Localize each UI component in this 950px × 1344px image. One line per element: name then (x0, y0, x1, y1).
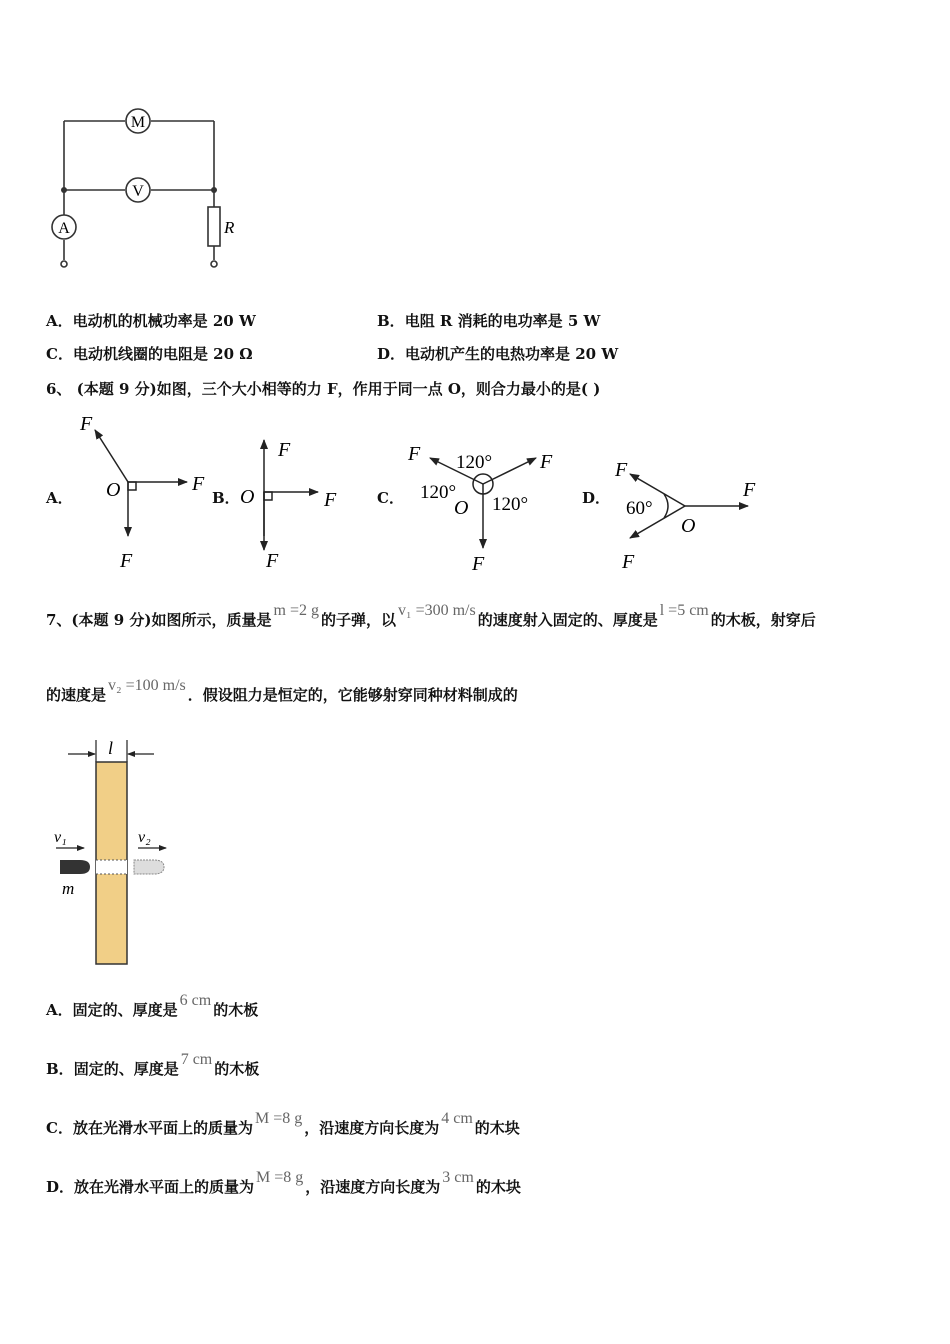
angle-label: 120° (492, 494, 529, 515)
q6-option-a[interactable]: A． (46, 489, 73, 507)
q5-option-c[interactable]: C．电动机线圈的电阻是 20 Ω (46, 345, 253, 363)
origin-label: O (454, 497, 469, 519)
force-label: F (278, 439, 291, 461)
q5-option-b[interactable]: B．电阻 R 消耗的电功率是 5 W (377, 312, 601, 330)
bullet-icon (60, 860, 90, 874)
origin-label: O (106, 479, 121, 501)
motor-label: M (130, 114, 146, 131)
thickness-expression: l =5 cm (659, 602, 709, 619)
q5-option-d[interactable]: D．电动机产生的电热功率是 20 W (377, 345, 619, 363)
force-label: F (408, 443, 421, 465)
force-label: F (192, 473, 205, 495)
resistor-label: R (224, 218, 235, 237)
bullet-board-diagram (48, 736, 178, 970)
q6-stem: 6、 (本题 9 分)如图，三个大小相等的力 F，作用于同一点 O，则合力最小的是( ) (46, 380, 601, 398)
v2-label: v₂ (138, 829, 151, 846)
force-label: F (743, 479, 756, 501)
v2-expression: v₂ =100 m/s (108, 677, 186, 694)
q7-option-d[interactable]: D．放在光滑水平面上的质量为M =8 g，沿速度方向长度为3 cm的木块 (46, 1169, 521, 1196)
q7-option-a[interactable]: A．固定的、厚度是6 cm的木板 (46, 992, 259, 1019)
q7-stem-line1: 7、(本题 9 分)如图所示，质量是m =2 g的子弹，以v₁ =300 m/s的速度射入固定的、厚度是l =5 cm的木板，射穿后 (46, 602, 816, 629)
bullet-exit-icon (134, 860, 164, 874)
mass-label: m (62, 879, 75, 898)
force-label: F (615, 459, 628, 481)
ammeter-label: A (58, 220, 70, 237)
q7-stem-line2: 的速度是v₂ =100 m/s．假设阻力是恒定的，它能够射穿同种材料制成的 (46, 677, 518, 704)
origin-label: O (681, 515, 696, 537)
angle-label: 120° (420, 482, 457, 503)
force-label: F (324, 489, 337, 511)
q6-diagrams (40, 410, 780, 580)
v1-label: v₁ (54, 829, 67, 846)
v1-expression: v₁ =300 m/s (398, 602, 476, 619)
mass-expression: m =2 g (273, 602, 319, 619)
q6-option-b[interactable]: B． (212, 489, 240, 507)
thickness-label: l (108, 738, 114, 758)
circuit-diagram (40, 100, 260, 280)
q5-option-a[interactable]: A．电动机的机械功率是 20 W (46, 312, 256, 330)
force-label: F (540, 451, 553, 473)
resistor-symbol (208, 207, 220, 246)
q6-option-c[interactable]: C． (377, 489, 404, 507)
force-label: F (266, 550, 279, 572)
q7-option-b[interactable]: B．固定的、厚度是7 cm的木板 (46, 1051, 260, 1078)
q7-option-c[interactable]: C．放在光滑水平面上的质量为M =8 g，沿速度方向长度为4 cm的木块 (46, 1110, 520, 1137)
q6-option-d[interactable]: D． (582, 489, 611, 507)
voltmeter-label: V (132, 183, 144, 200)
origin-label: O (240, 486, 255, 508)
angle-label: 60° (626, 498, 653, 519)
force-label: F (120, 550, 133, 572)
force-label: F (472, 553, 485, 575)
force-label: F (622, 551, 635, 573)
force-label: F (80, 413, 93, 435)
angle-label: 120° (456, 452, 493, 473)
